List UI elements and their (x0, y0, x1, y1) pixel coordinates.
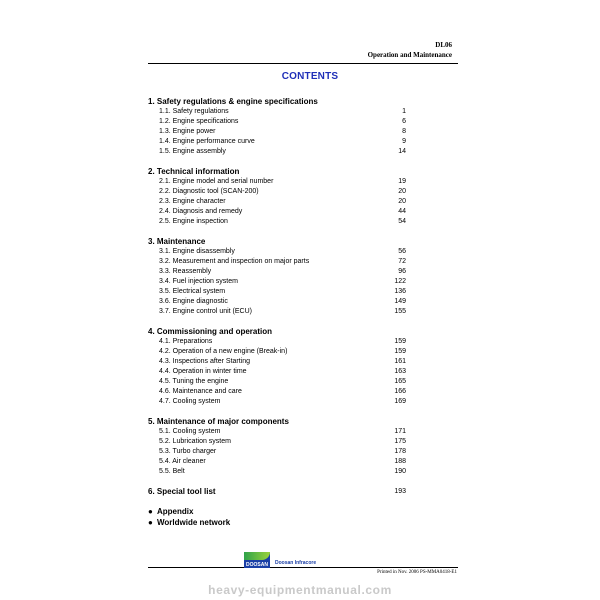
entry-label: 5.4. Air cleaner (159, 458, 206, 465)
entry-label: 1.4. Engine performance curve (159, 138, 255, 145)
entry-label: 3.5. Electrical system (159, 288, 226, 295)
entry-label: 5.1. Cooling system (159, 428, 221, 435)
watermark: heavy-equipmentmanual.com (208, 583, 392, 597)
entry-label: 5.2. Lubrication system (159, 438, 231, 445)
entry-page: 178 (394, 448, 406, 455)
print-info: Printed in Nov. 2006 PS-MMA0418-E1 (377, 570, 457, 575)
entry-label: 4.4. Operation in winter time (159, 368, 247, 375)
bullet-item (148, 506, 406, 517)
entry-page: 56 (398, 248, 406, 255)
section-title: 6. Special tool list (148, 487, 216, 496)
bullet-icon: ● (148, 518, 153, 527)
bullet-text: Worldwide network (157, 518, 231, 527)
bullet-item (148, 517, 406, 528)
entry-label: 2.5. Engine inspection (159, 218, 228, 225)
entry-label: 3.4. Fuel injection system (159, 278, 238, 285)
entry-page: 122 (394, 278, 406, 285)
entry-label: 1.1. Safety regulations (159, 108, 229, 115)
logo-swoosh-icon (244, 552, 270, 560)
special-tool-entry (148, 486, 406, 497)
toc-entry (148, 387, 406, 397)
toc-entry (148, 277, 406, 287)
entry-label: 1.2. Engine specifications (159, 118, 239, 125)
entry-label: 3.6. Engine diagnostic (159, 298, 228, 305)
header-subtitle: Operation and Maintenance (367, 51, 452, 59)
entry-page: 9 (402, 138, 406, 145)
toc-section (148, 326, 406, 407)
entry-page: 72 (398, 258, 406, 265)
page-title: CONTENTS (281, 71, 339, 82)
entry-page: 44 (398, 208, 406, 215)
toc-entry (148, 247, 406, 257)
section-title: 5. Maintenance of major components (148, 417, 289, 426)
logo-text: DOOSAN (246, 562, 268, 568)
entry-page: 165 (394, 378, 406, 385)
entry-label: 1.5. Engine assembly (159, 148, 226, 155)
brand-name: Doosan Infracore (275, 560, 317, 566)
toc-entry (148, 287, 406, 297)
toc-entry (148, 257, 406, 267)
entry-page: 96 (398, 268, 406, 275)
entry-page: 169 (394, 398, 406, 405)
section-title: 3. Maintenance (148, 237, 206, 246)
entry-page: 193 (394, 488, 406, 495)
toc-entry (148, 187, 406, 197)
entry-label: 4.6. Maintenance and care (159, 388, 242, 395)
footer-rule (148, 567, 458, 568)
entry-label: 2.1. Engine model and serial number (159, 178, 274, 185)
entry-label: 2.4. Diagnosis and remedy (159, 208, 243, 215)
entry-page: 54 (398, 218, 406, 225)
toc-entry (148, 267, 406, 277)
header-rule (148, 63, 458, 64)
entry-label: 2.2. Diagnostic tool (SCAN-200) (159, 188, 259, 195)
entry-label: 3.2. Measurement and inspection on major parts (159, 258, 310, 265)
toc-entry (148, 117, 406, 127)
section-title: 2. Technical information (148, 167, 240, 176)
toc-entry (148, 447, 406, 457)
entry-page: 20 (398, 198, 406, 205)
entry-page: 6 (402, 118, 406, 125)
toc-entry (148, 207, 406, 217)
entry-page: 163 (394, 368, 406, 375)
entry-page: 159 (394, 348, 406, 355)
entry-page: 136 (394, 288, 406, 295)
entry-label: 4.1. Preparations (159, 338, 213, 345)
toc-section (148, 416, 406, 477)
entry-page: 155 (394, 308, 406, 315)
entry-page: 14 (398, 148, 406, 155)
entry-label: 1.3. Engine power (159, 128, 216, 135)
toc-entry (148, 307, 406, 317)
entry-page: 159 (394, 338, 406, 345)
toc-entry (148, 197, 406, 207)
entry-label: 3.3. Reassembly (159, 268, 212, 275)
entry-label: 4.7. Cooling system (159, 398, 221, 405)
toc-entry (148, 397, 406, 407)
toc-entry (148, 377, 406, 387)
toc-entry (148, 347, 406, 357)
page-header (368, 40, 452, 60)
header-model: DL06 (435, 41, 452, 49)
entry-label: 4.5. Tuning the engine (159, 378, 229, 385)
entry-page: 8 (402, 128, 406, 135)
bullet-list (148, 506, 406, 528)
toc-entry (148, 367, 406, 377)
toc-section (148, 486, 406, 497)
entry-page: 166 (394, 388, 406, 395)
toc-entry (148, 177, 406, 187)
entry-page: 190 (394, 468, 406, 475)
toc-entry (148, 297, 406, 307)
entry-label: 4.2. Operation of a new engine (Break-in) (159, 348, 288, 355)
entry-page: 161 (394, 358, 406, 365)
toc-entry (148, 337, 406, 347)
bullet-text: Appendix (157, 507, 194, 516)
entry-label: 5.3. Turbo charger (159, 448, 217, 455)
toc-entry (148, 137, 406, 147)
toc-section (148, 96, 406, 157)
toc-entry (148, 467, 406, 477)
toc-entry (148, 147, 406, 157)
entry-label: 4.3. Inspections after Starting (159, 358, 251, 365)
entry-label: 3.7. Engine control unit (ECU) (159, 308, 252, 315)
section-title: 1. Safety regulations & engine specifications (148, 97, 318, 106)
entry-page: 20 (398, 188, 406, 195)
toc-entry (148, 427, 406, 437)
entry-page: 1 (402, 108, 406, 115)
toc-entry (148, 127, 406, 137)
toc-entry (148, 357, 406, 367)
entry-label: 3.1. Engine disassembly (159, 248, 235, 255)
entry-page: 149 (394, 298, 406, 305)
entry-page: 171 (394, 428, 406, 435)
toc-entry (148, 217, 406, 227)
toc-entry (148, 457, 406, 467)
toc-section (148, 166, 406, 227)
toc-entry (148, 437, 406, 447)
entry-label: 5.5. Belt (159, 468, 185, 475)
section-title: 4. Commissioning and operation (148, 327, 273, 336)
table-of-contents (148, 96, 406, 528)
bullet-icon: ● (148, 507, 153, 516)
entry-page: 188 (394, 458, 406, 465)
toc-section (148, 236, 406, 317)
entry-page: 175 (394, 438, 406, 445)
entry-label: 2.3. Engine character (159, 198, 226, 205)
entry-page: 19 (398, 178, 406, 185)
toc-entry (148, 107, 406, 117)
